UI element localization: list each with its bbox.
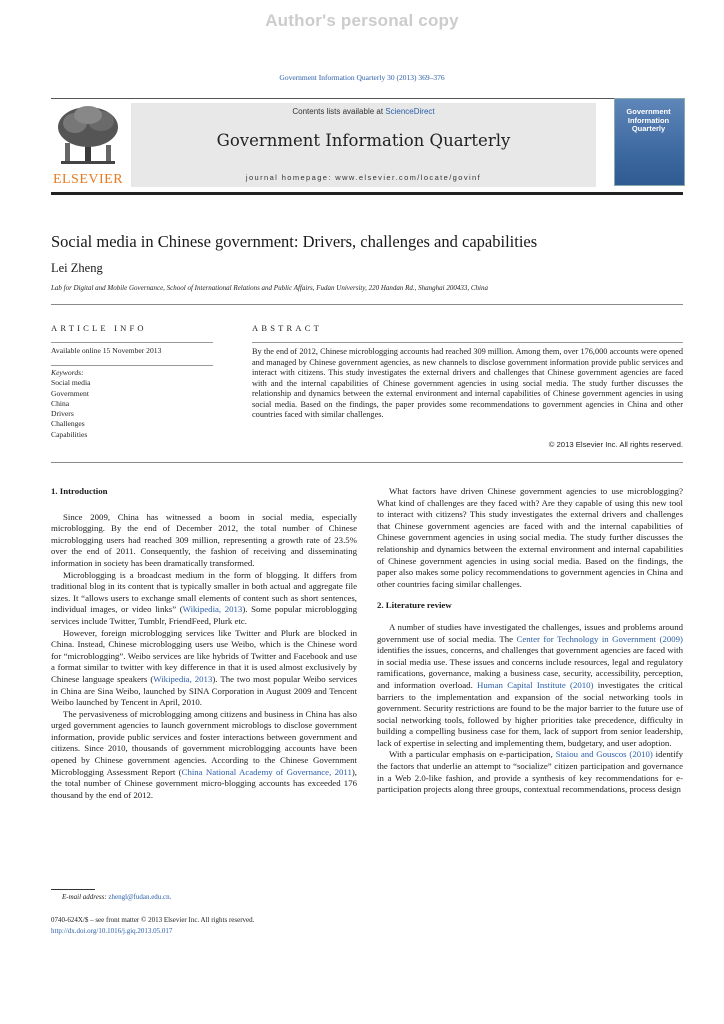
contents-line: Contents lists available at ScienceDirect <box>292 107 435 116</box>
keywords-rule <box>51 365 213 366</box>
keyword: Capabilities <box>51 429 88 439</box>
citation-link[interactable]: China National Academy of Governance, 2011 <box>181 766 352 777</box>
publisher-logo-text: ELSEVIER <box>52 172 124 187</box>
elsevier-tree-logo-icon <box>51 103 125 169</box>
citation-link[interactable]: Human Capital Institute (2010) <box>477 679 594 690</box>
abstract-text: By the end of 2012, Chinese microblogging accounts had reached 309 million. Among them, over 176,000 accounts were opened and managed by Chinese government agencies, as new channels to disclose government information provide public services and interact with citizens. This study investigates the external drivers and challenges that Chinese government agencies are faced with and the internal capabilities of Chinese government agencies in using social media. The study further discusses the relationship and dynamics between the external environment and internal capabilities of Chinese government agencies in using social media. Based on the findings, the paper provides some recommendations to government agencies in China and other countries faced with similar challenges. <box>252 347 683 419</box>
paragraph: Microblogging is a broadcast medium in the form of blogging. It differs from traditional blog in its content that is typically smaller in both actual and aggregate file sizes. It “allows users to exchange small elements of content such as short sentences, individual images, or video links” (Wikipedia, 2013). Some popular microblogging services include Twitter, Tumblr, FriendFeed, Plurk etc. <box>51 569 357 626</box>
abstract-copyright: © 2013 Elsevier Inc. All rights reserved. <box>548 440 683 449</box>
keyword: Social media <box>51 378 91 388</box>
body-right-column <box>377 486 683 796</box>
author-affiliation: Lab for Digital and Mobile Governance, School of International Relations and Public Affairs, Fudan University, 220 Handan Rd., Shanghai 200433, China <box>51 284 488 292</box>
paper-title: Social media in Chinese government: Drivers, challenges and capabilities <box>51 232 538 251</box>
email-link[interactable]: zhengl@fudan.edu.cn. <box>108 893 172 901</box>
citation-link[interactable]: Center for Technology in Government (2009) <box>516 633 683 644</box>
paragraph: However, foreign microblogging services like Twitter and Plurk are blocked in China. Instead, Chinese microblogging users use Weibo, which is the Chinese word for “microblogging”. Weibo services are like hybrids of Twitter and Facebook and use a format similar to twitter with key difference in that it is used almost exclusively by Chinese language speakers (Wikipedia, 2013). The two most popular Weibo services in China are Sina Weibo, launched by SINA Corporation in August 2009 and Tencent Weibo launched by Tencent in April, 2010. <box>51 627 358 708</box>
keyword: China <box>51 398 70 408</box>
keyword: Government <box>51 388 89 398</box>
paragraph: What factors have driven Chinese government agencies to use microblogging? What kind of challenges are they faced with? Are they capable of using this new tool to interact with citizens? This study investigates the external drivers and challenges that Chinese government agencies are faced with and the internal capabilities of Chinese government agencies in using social media. The study further discusses the relationship and dynamics between the external environment and internal capabilities of Chinese government agencies in using social media. Based on the findings, the paper also makes some policy recommendations to government agencies in China and other countries facing similar challenges. <box>377 486 683 589</box>
author-email-footnote: E-mail address: zhengl@fudan.edu.cn. <box>62 893 172 901</box>
keyword: Challenges <box>51 419 85 429</box>
abstract-rule <box>252 342 683 343</box>
section-heading-introduction: 1. Introduction <box>51 486 108 496</box>
paragraph: The pervasiveness of microblogging among citizens and business in China has also urged government agencies to launch government microblogs to disclose government information, provide public services and foster interactions between government and citizens. Since 2010, thousands of government microblogging accounts have been opened by Chinese government agencies. According to the Chinese Government Microblogging Assessment Report (China National Academy of Governance, 2011), the total number of Chinese government micro-blogging accounts has exceeded 176 thousand by the end of 2012. <box>51 708 357 800</box>
doi-link[interactable]: http://dx.doi.org/10.1016/j.giq.2013.05.017 <box>51 927 173 935</box>
title-divider <box>51 304 683 305</box>
keyword: Drivers <box>51 409 74 419</box>
watermark: Author's personal copy <box>265 11 459 30</box>
journal-title: Government Information Quarterly <box>216 131 511 150</box>
author-name: Lei Zheng <box>51 261 103 275</box>
citation-link[interactable]: Wikipedia, 2013 <box>153 673 213 684</box>
abstract-divider <box>51 462 683 463</box>
paragraph: With a particular emphasis on e-participation, Staiou and Gouscos (2010) identify the factors that underlie an attempt to “socialize” citizen participation and governance in a Web 2.0-like fashion, and provide a synthesis of key recommendations for e-participation projects along three groups, contextual recommendations, process design <box>377 749 683 795</box>
paragraph: A number of studies have investigated the challenges, issues and problems around government use of social media. The Center for Technology in Government (2009) identifies the issues, concerns, and challenges that government agencies are faced with in social media use. These issues and concerns include resources, legal and regulatory ramifications, governance, making a business case, security, accessibility, perception, and information overload. Human Capital Institute (2010) investigates the critical barriers to the implementation and expansion of the social networking tools in government. Security restrictions are found to be the major barrier to the future use of social networking tools, followed by higher priorities take precedence, difficulty in building a compelling business case for them, lack of support from senior leadership, lack of expertise in selecting and implementing them, budgetary, and user adoption. <box>377 621 683 748</box>
header-top-rule <box>51 98 683 99</box>
section-heading-literature-review: 2. Literature review <box>377 600 452 611</box>
citation-link[interactable]: Wikipedia, 2013 <box>182 604 243 615</box>
journal-citation-link[interactable]: Government Information Quarterly 30 (2013) 369–376 <box>279 73 445 82</box>
issn-line: 0740-624X/$ – see front matter © 2013 Elsevier Inc. All rights reserved. <box>51 916 255 924</box>
paragraph: Since 2009, China has witnessed a boom in social media, especially microblogging. By the end of December 2012, the total number of Chinese microblogging users had reached 309 million, representing a growth rate of 23.5% over the end of 2011. Consequently, the fashion of receiving and disseminating information in society has been dramatically transformed. <box>51 511 357 568</box>
sciencedirect-link[interactable]: ScienceDirect <box>385 107 435 116</box>
journal-homepage: journal homepage: www.elsevier.com/locate/govinf <box>245 173 482 182</box>
body-left-column <box>51 486 357 801</box>
abstract-heading: ABSTRACT <box>252 323 322 333</box>
available-online: Available online 15 November 2013 <box>51 346 162 355</box>
journal-cover-title: Government Information Quarterly <box>626 107 671 133</box>
footnote-rule <box>51 889 95 890</box>
article-info-rule <box>51 342 213 343</box>
header-bottom-rule <box>51 192 683 195</box>
article-info-heading: ARTICLE INFO <box>51 323 147 333</box>
keywords-list <box>51 368 90 440</box>
keywords-label: Keywords: <box>51 368 84 377</box>
citation-link[interactable]: Staiou and Gouscos (2010) <box>555 749 653 760</box>
